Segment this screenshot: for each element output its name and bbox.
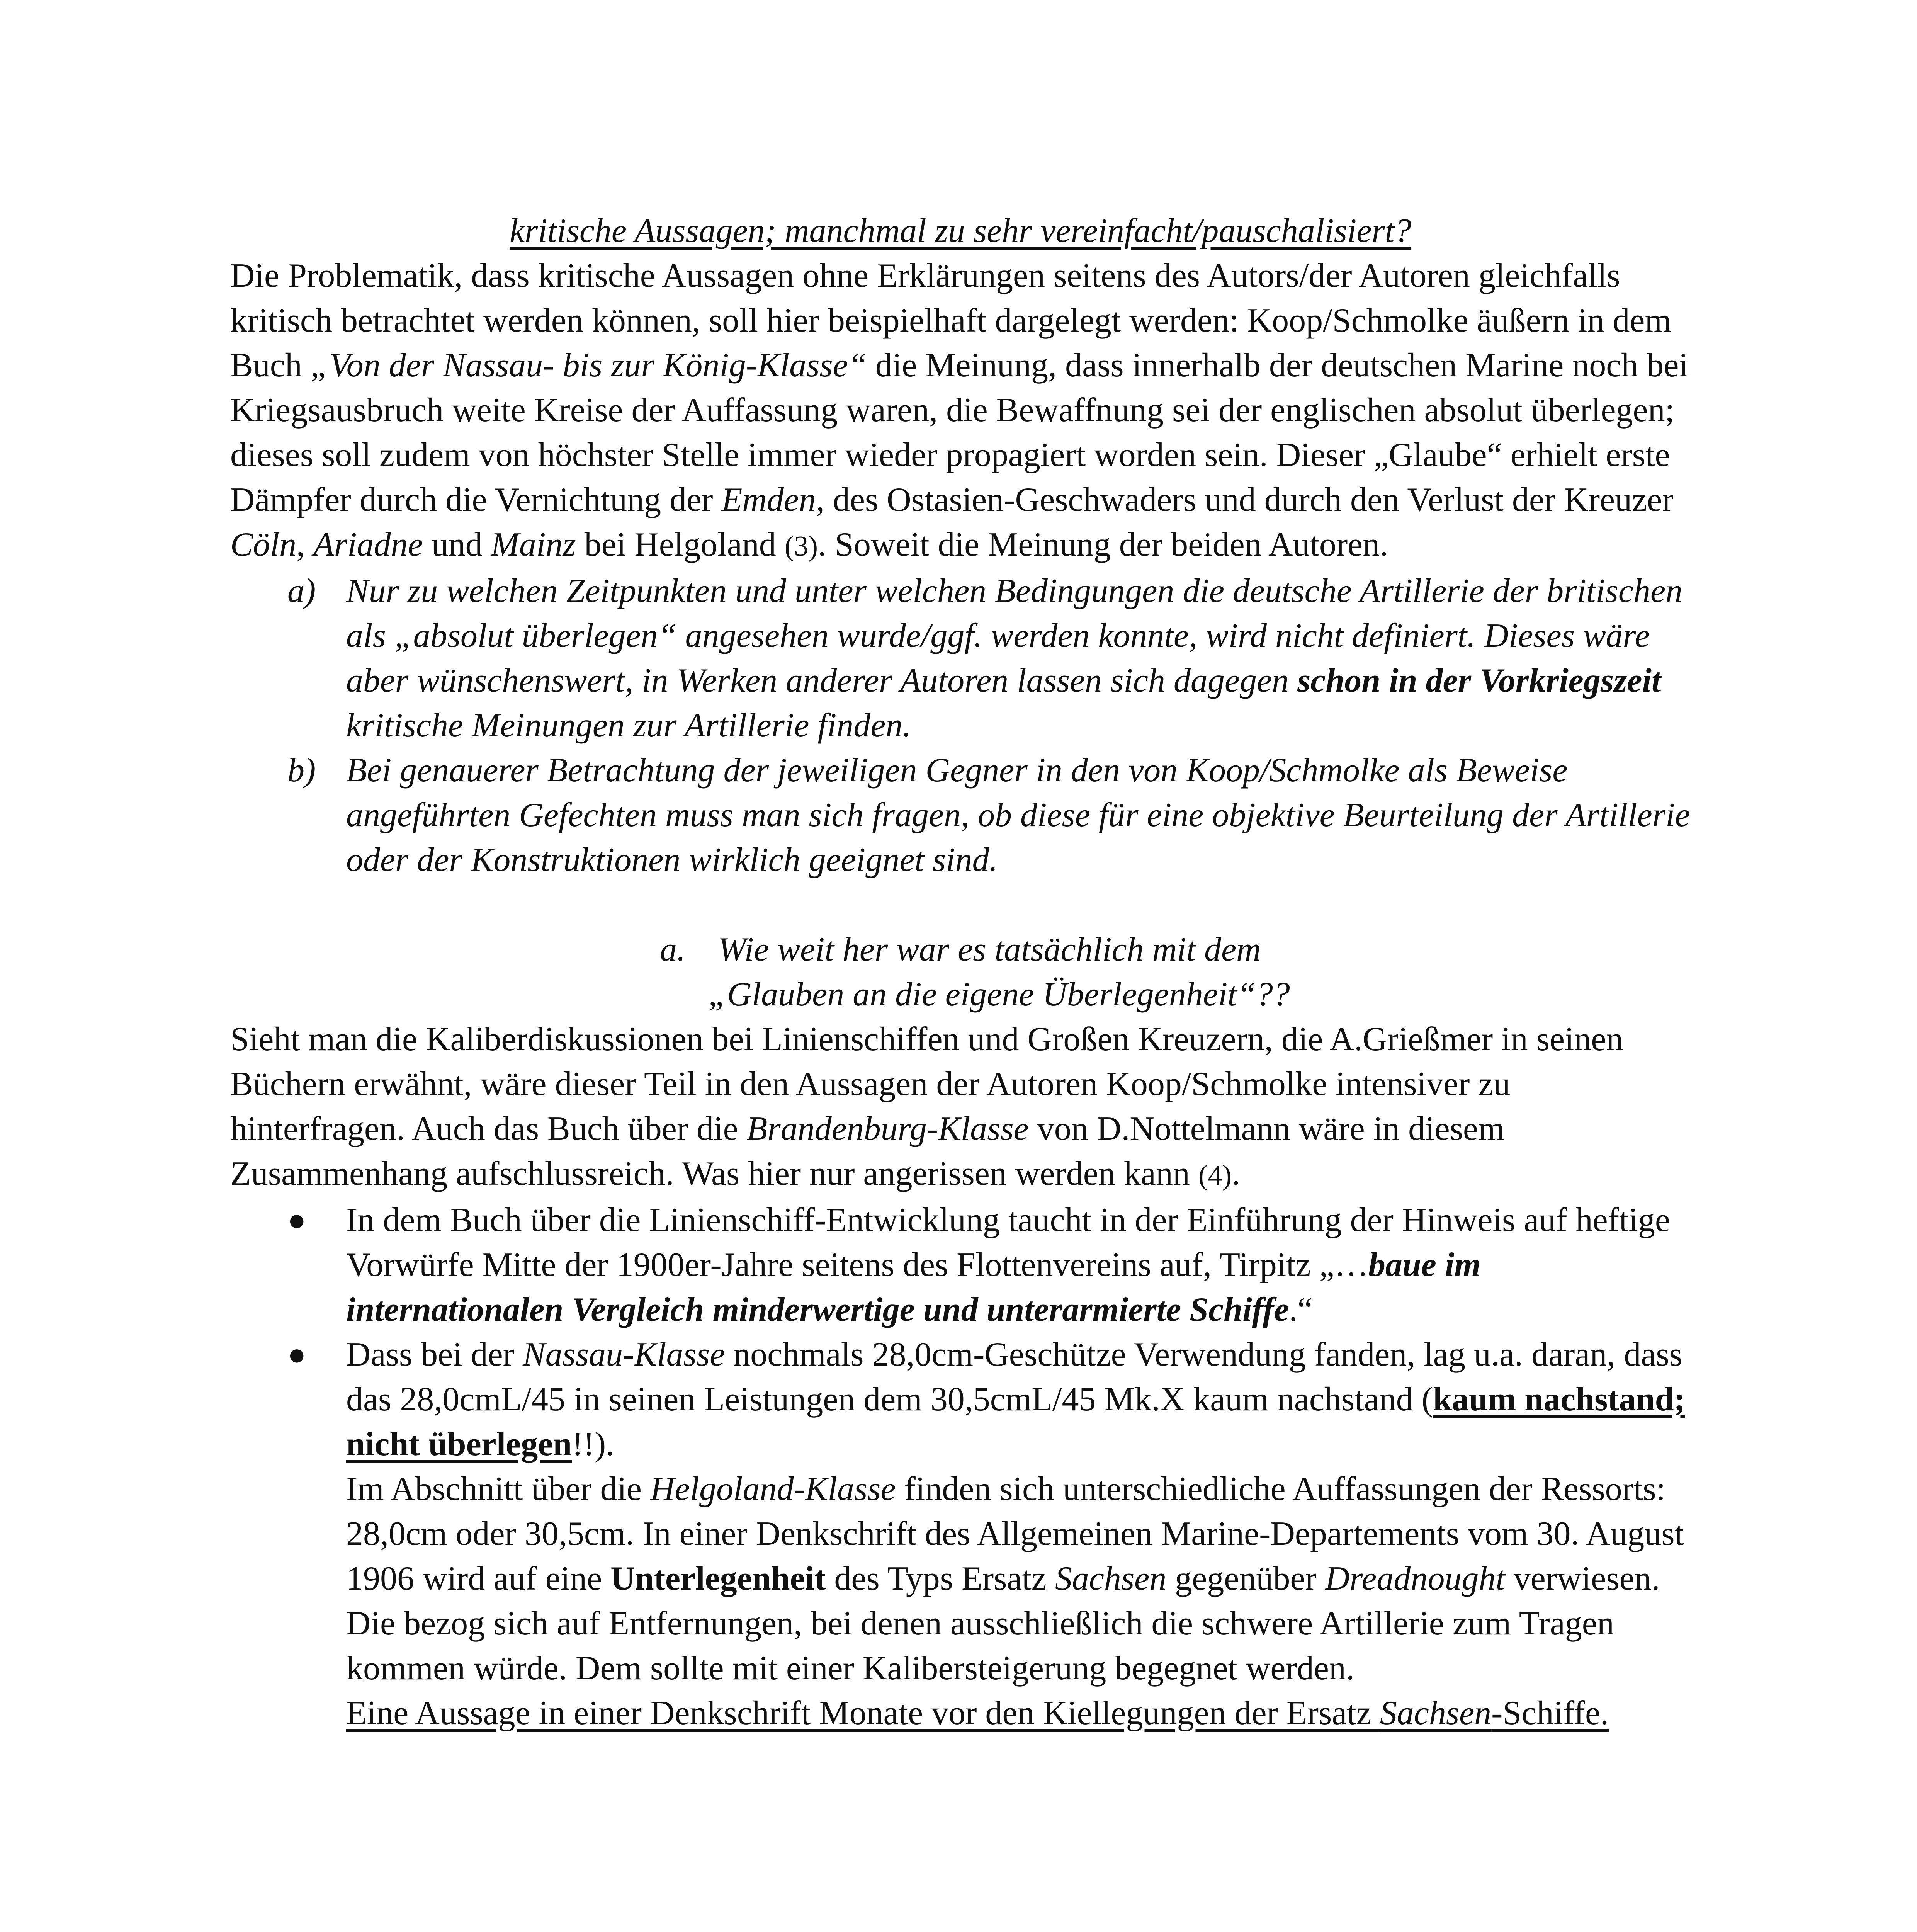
list-item: b) Bei genauerer Betrachtung der jeweiligen Gegner in den von Koop/Schmolke als Beweise angeführten Gefechten muss man sich fragen, ob diese für eine objektive Beurteilung der Artillerie oder der Konstruktionen wirklich geeignet sind.: [230, 748, 1691, 883]
list-marker: a.: [660, 931, 686, 968]
ship-name: Dreadnought: [1325, 1560, 1505, 1597]
section-title: kritische Aussagen; manchmal zu sehr vereinfacht/pauschalisiert?: [509, 212, 1412, 250]
intro-paragraph: Die Problematik, dass kritische Aussagen ohne Erklärungen seitens des Autors/der Autoren gleichfalls kritisch betrachtet werden können, soll hier beispielhaft dargelegt werden: Koop/Schmolke äußern in dem Buch „Von der Nassau- bis zur König-Klasse“ die Meinung, dass innerhalb der deutschen Marine noch bei Kriegsausbruch weite Kreise der Auffassung waren, die Bewaffnung sei der englischen absolut überlegen; dieses soll zudem von höchster Stelle immer wieder propagiert worden sein. Dieser „Glaube“ erhielt erste Dämpfer durch die Vernichtung der Emden, des Ostasien-Geschwaders und durch den Verlust der Kreuzer Cöln, Ariadne und Mainz bei Helgoland (3). Soweit die Meinung der beiden Autoren.: [230, 257, 1688, 563]
emphasis-bold: Unterlegenheit: [610, 1560, 826, 1597]
class-name: Brandenburg-Klasse: [746, 1110, 1029, 1148]
emphasis-bold: schon in der Vorkriegszeit: [1297, 662, 1661, 699]
bullet-item: ● In dem Buch über die Linienschiff-Entwicklung taucht in der Einführung der Hinweis auf heftige Vorwürfe Mitte der 1900er-Jahre seitens des Flottenvereins auf, Tirpitz „…baue im internationalen Vergleich minderwertige und unterarmierte Schiffe.“: [230, 1198, 1691, 1332]
underlined-note: Eine Aussage in einer Denkschrift Monate vor den Kiellegungen der Ersatz Sachsen-Schiffe.: [346, 1694, 1609, 1732]
book-title: „Von der Nassau- bis zur König-Klasse“: [310, 347, 867, 384]
document-body: [230, 209, 1691, 1736]
ship-name: Cöln: [230, 526, 297, 563]
quotation-bold: baue im internationalen Vergleich minderwertige und unterarmierte Schiffe: [346, 1246, 1481, 1328]
list-item: a) Nur zu welchen Zeitpunkten und unter welchen Bedingungen die deutsche Artillerie der britischen als „absolut überlegen“ angesehen wurde/ggf. werden konnte, wird nicht definiert. Dieses wäre aber wünschenswert, in Werken anderer Autoren lassen sich dagegen schon in der Vorkriegszeit kritische Meinungen zur Artillerie finden.: [230, 569, 1691, 748]
class-name: Helgoland-Klasse: [650, 1470, 896, 1508]
list-marker: a): [287, 572, 316, 610]
class-name: Nassau-Klasse: [522, 1336, 725, 1373]
ship-name: Ariadne: [313, 526, 423, 563]
ship-name: Sachsen: [1055, 1560, 1167, 1597]
ship-name: Mainz: [491, 526, 576, 563]
emphasis-bold-underline: kaum nachstand; nicht überlegen: [346, 1381, 1685, 1463]
bullet-icon: ●: [287, 1203, 306, 1237]
list-marker: b): [287, 752, 316, 789]
bullet-item: ● Dass bei der Nassau-Klasse nochmals 28,0cm-Geschütze Verwendung fanden, lag u.a. daran, dass das 28,0cmL/45 in seinen Leistungen dem 30,5cmL/45 Mk.X kaum nachstand (kaum nachstand; nicht überlegen!!). Im Abschnitt über die Helgoland-Klasse finden sich unterschiedliche Auffassungen der Ressorts: 28,0cm oder 30,5cm. In einer Denkschrift des Allgemeinen Marine-Departements vom 30. August 1906 wird auf eine Unterlegenheit des Typs Ersatz Sachsen gegenüber Dreadnought verwiesen. Die bezog sich auf Entfernungen, bei denen ausschließlich die schwere Artillerie zum Tragen kommen würde. Dem sollte mit einer Kalibersteigerung begegnet werden. Eine Aussage in einer Denkschrift Monate vor den Kiellegungen der Ersatz Sachsen-Schiffe.: [230, 1332, 1691, 1736]
reference-number: (3): [784, 531, 818, 562]
bullet-icon: ●: [287, 1338, 306, 1372]
reference-number: (4): [1198, 1160, 1232, 1191]
subsection-heading: a. Wie weit her war es tatsächlich mit dem „Glauben an die eigene Überlegenheit“??: [230, 927, 1691, 1017]
body-paragraph: Sieht man die Kaliberdiskussionen bei Linienschiffen und Großen Kreuzern, die A.Grießmer in seinen Büchern erwähnt, wäre dieser Teil in den Aussagen der Autoren Koop/Schmolke intensiver zu hinterfragen. Auch das Buch über die Brandenburg-Klasse von D.Nottelmann wäre in diesem Zusammenhang aufschlussreich. Was hier nur angerissen werden kann (4).: [230, 1020, 1623, 1192]
ship-name: Emden: [721, 481, 816, 519]
